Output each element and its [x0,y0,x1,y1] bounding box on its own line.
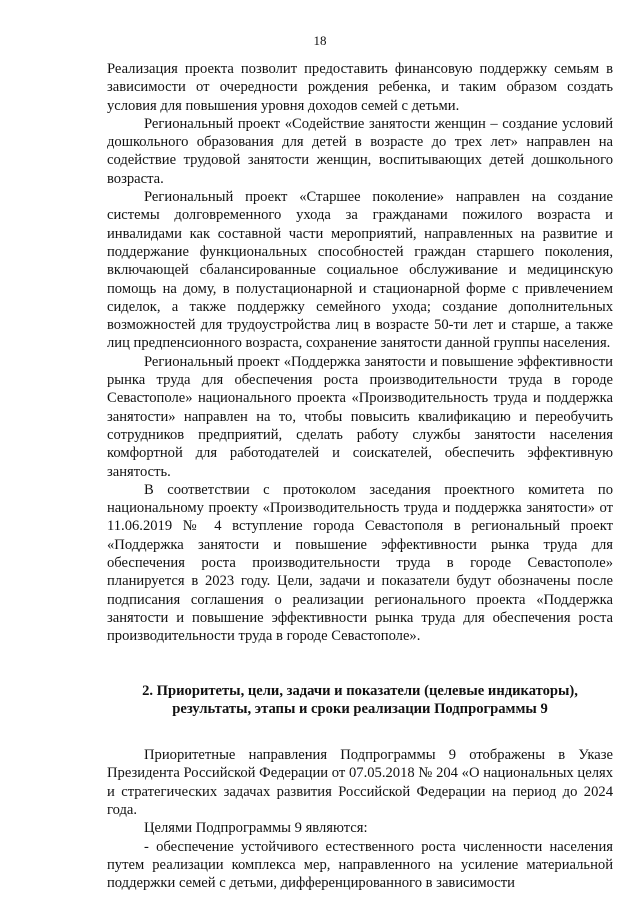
page-number: 18 [313,33,327,48]
document-body [107,60,613,892]
paragraph-women-employment: Региональный проект «Содействие занятости женщин – создание условий дошкольного образования для детей в возрасте до трех лет» направлен на содействие трудовой занятости женщин, воспитывающих детей дошкольного возраста. [107,115,613,187]
section-heading: 2. Приоритеты, цели, задачи и показатели (целевые индикаторы), результаты, этапы и сроки реализации Подпрограммы 9 [142,682,578,717]
paragraph-employment-support: Региональный проект «Поддержка занятости и повышение эффективности рынка труда для обеспечения роста производительности труда в городе Севастополе» национального проекта «Производительность труда и поддержка занятости» направлен на то, чтобы повысить квалификацию и переобучить сотрудников предприятий, сделать работу службы занятости населения комфортной для работодателей и соискателей, обеспечить эффективную занятость. [107,353,613,480]
paragraph-protocol: В соответствии с протоколом заседания проектного комитета по национальному проекту «Производительность труда и поддержка занятости» от 11.06.2019 № 4 вступление города Севастополя в региональный проект «Поддержка занятости и повышение эффективности рынка труда для обеспечения роста производительности труда в городе Севастополе» планируется в 2023 году. Цели, задачи и показатели будут обозначены после подписания соглашения о реализации регионального проекта «Поддержка занятости и повышение эффективности рынка труда для обеспечения роста производительности труда в городе Севастополе». [107,481,613,645]
paragraph-priority-directions: Приоритетные направления Подпрограммы 9 отображены в Указе Президента Российской Федерации от 07.05.2018 № 204 «О национальных целях и стратегических задачах развития Российской Федерации на период до 2024 года. [107,747,613,818]
paragraph-older-generation: Региональный проект «Старшее поколение» направлен на создание системы долговременного ухода за гражданами пожилого возраста и инвалидами как составной части мероприятий, направленных на развитие и поддержание функциональных способностей граждан старшего поколения, включающей сбалансированные социальное обслуживание и медицинскую помощь на дому, в полустационарной и стационарной форме с привлечением сиделок, а также поддержку семейного ухода; создание дополнительных возможностей для трудоустройства лиц в возрасте 50-ти лет и старше, а также лиц предпенсионного возраста, сохранение занятости данной группы населения. [107,189,613,352]
paragraph-project-support-families: Реализация проекта позволит предоставить финансовую поддержку семьям в зависимости от очередности рождения ребенка, и таким образом создать условия для повышения уровня доходов семей с детьми. [107,61,613,114]
paragraph-goals-intro: Целями Подпрограммы 9 являются: [144,820,368,837]
list-item-goal-1: - обеспечение устойчивого естественного роста численности населения путем реализации комплекса мер, направленного на усиление материальной поддержки семей с детьми, дифференцированного в зависимости [107,838,613,892]
